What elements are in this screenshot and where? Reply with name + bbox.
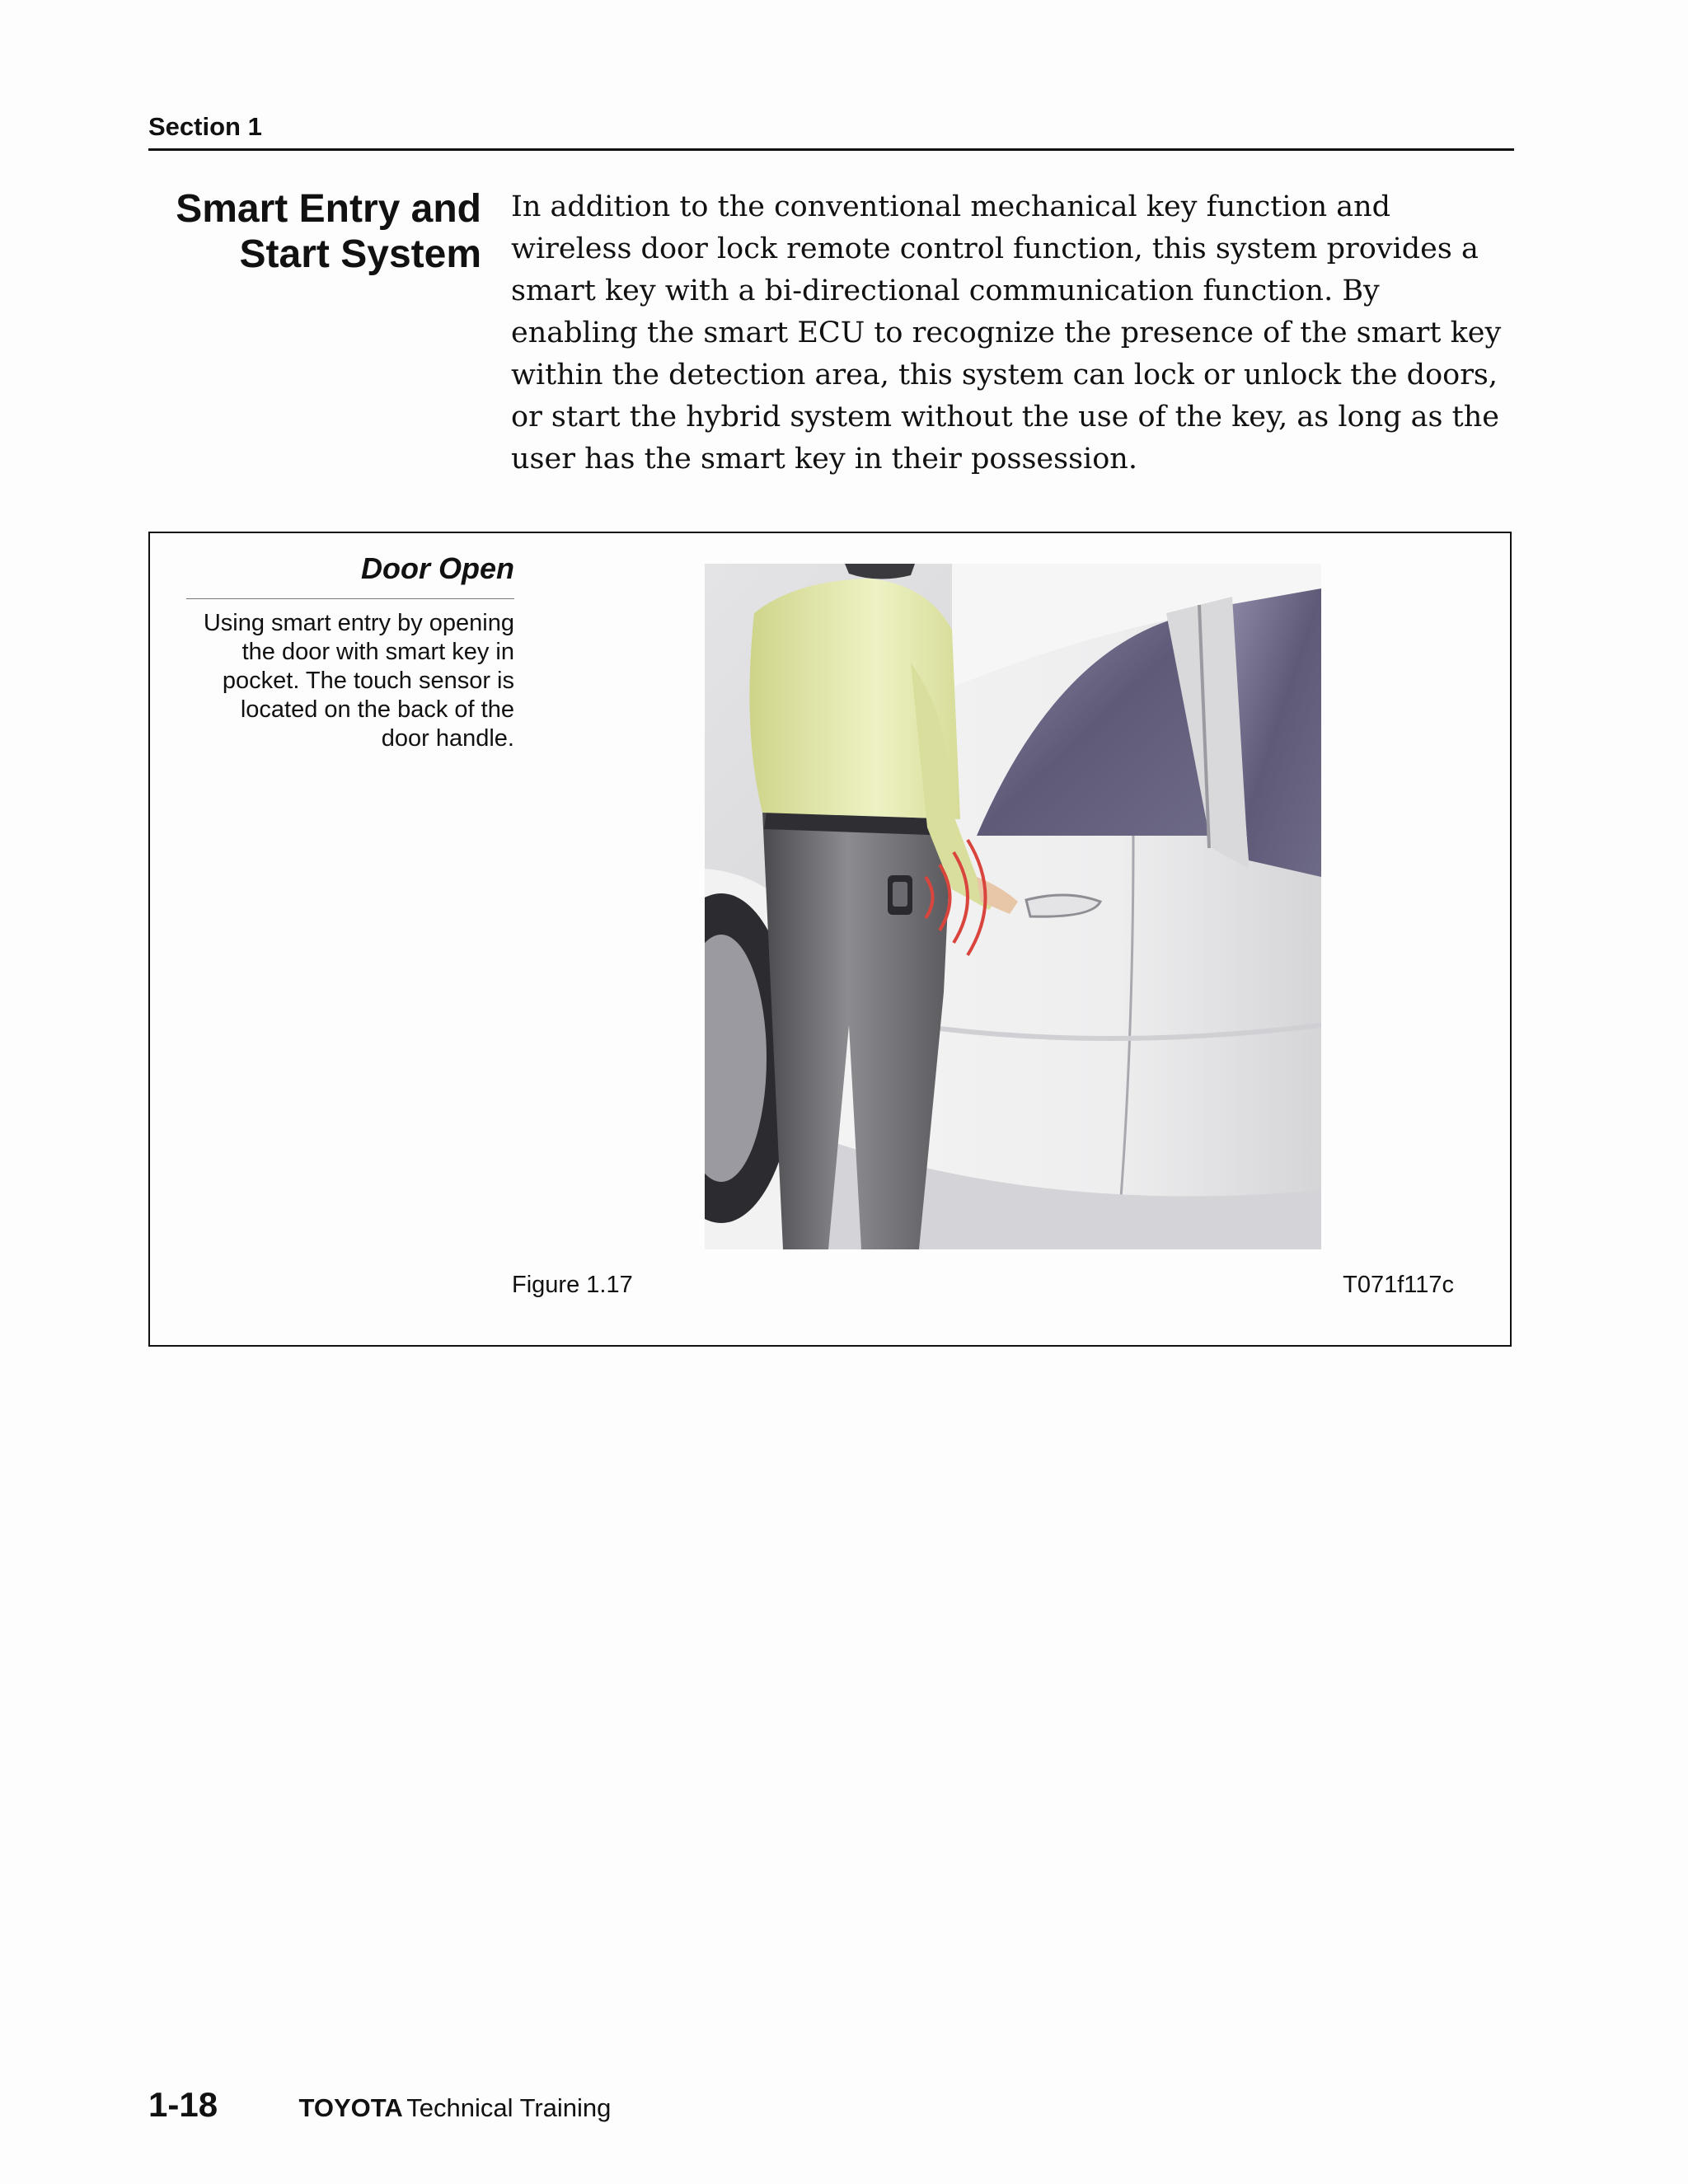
heading-line-2: Start System	[239, 232, 481, 276]
figure-code: T071f117c	[1343, 1272, 1454, 1298]
heading-line-1: Smart Entry and	[176, 187, 481, 231]
publication-name: Technical Training	[406, 2093, 612, 2122]
page-footer	[148, 2085, 611, 2125]
section-label: Section 1	[148, 112, 262, 141]
figure-caption-title: Door Open	[361, 551, 514, 585]
page-heading	[148, 186, 481, 277]
header-rule	[148, 148, 1514, 151]
smart-entry-illustration	[705, 564, 1321, 1249]
figure-caption-text: Using smart entry by opening the door with smart key in pocket. The touch sensor is located on the back of the door handle.	[203, 610, 514, 752]
figure-number: Figure 1.17	[512, 1272, 633, 1298]
body-paragraph: In addition to the conventional mechanical key function and wireless door lock remote control function, this system provides a smart key with a bi-directional communication function. By enabling the smart ECU to recognize the presence of the smart key within the detection area, this system can lock or unlock the doors, or start the hybrid system without the use of the key, as long as the user has the smart key in their possession.	[511, 190, 1502, 476]
caption-divider	[186, 598, 514, 599]
brand-name: TOYOTA	[298, 2093, 403, 2122]
page-number: 1-18	[148, 2085, 218, 2124]
figure-box	[148, 532, 1512, 1347]
